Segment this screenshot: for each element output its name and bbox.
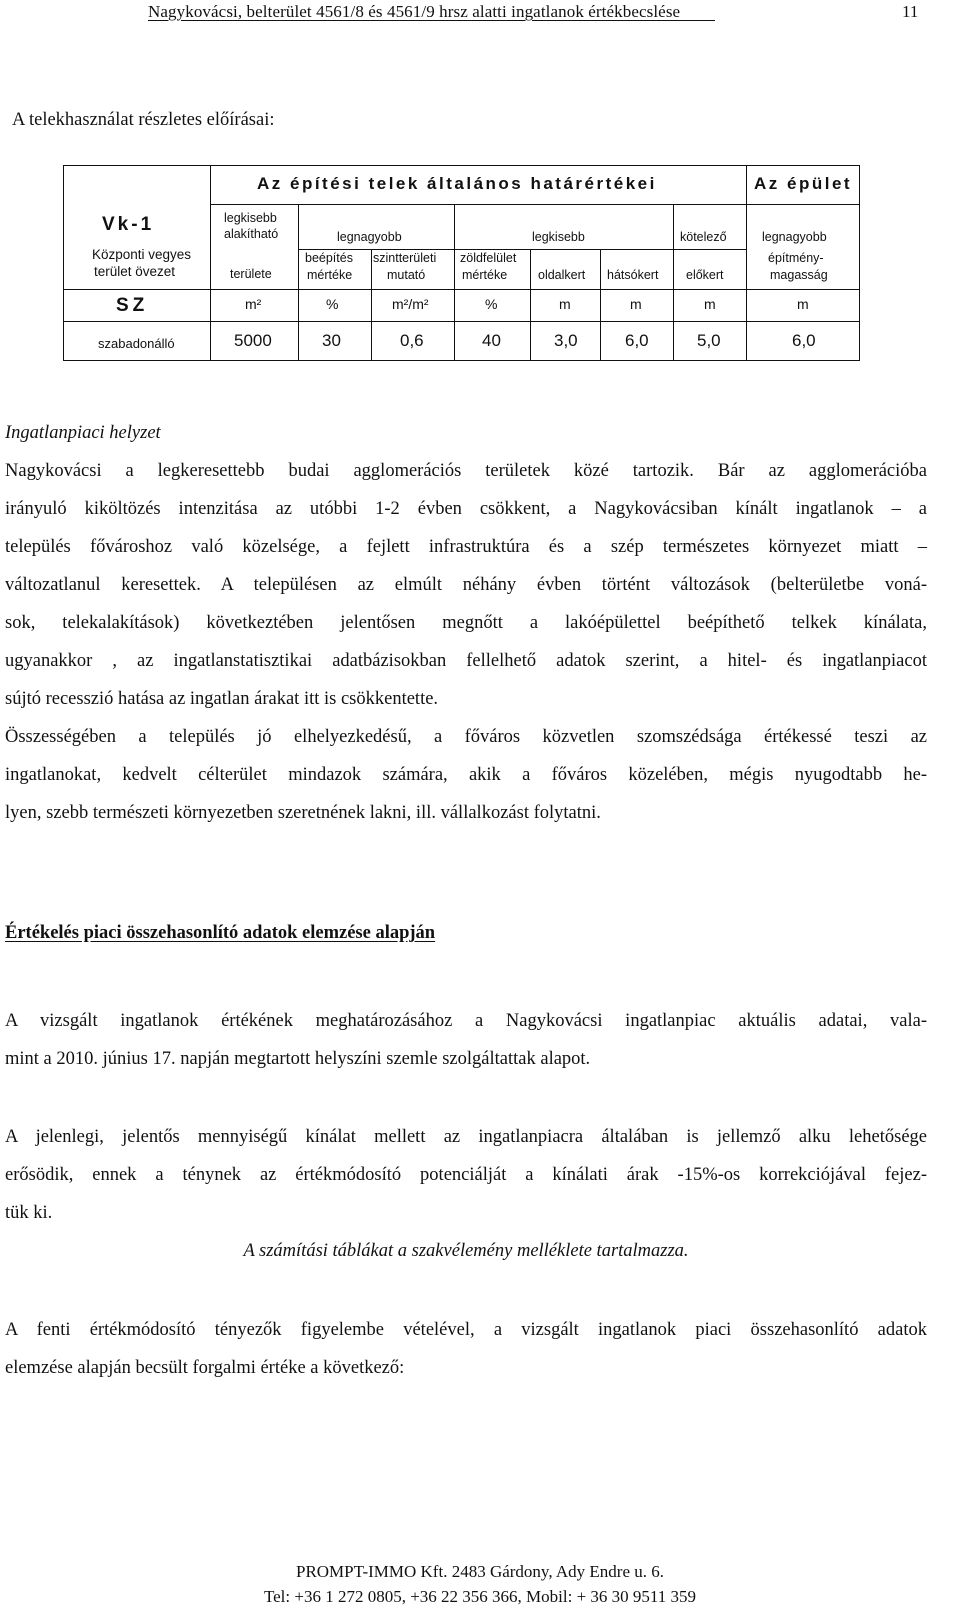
zone-description: Központi vegyes [92, 247, 192, 262]
table-divider [64, 321, 859, 322]
text-line: település fővároshoz való közelsége, a fejlett infrastruktúra és a szép természetes környezet miatt – [5, 537, 927, 557]
building-type: szabadonálló [98, 336, 175, 351]
text-line: A vizsgált ingatlanok értékének meghatározásához a Nagykovácsi ingatlanpiac aktuális adatai, vala- [5, 1011, 927, 1031]
market-paragraph [5, 452, 927, 832]
text-line: sújtó recesszió hatása az ingatlan árakat itt is csökkentette. [5, 689, 439, 709]
col-head: zöldfelület [460, 251, 517, 265]
unit-cell: m² [245, 296, 262, 312]
table-divider [298, 204, 299, 360]
text-line: erősödik, ennek a ténynek az értékmódosító potenciálját a kínálati árak -15%-os korrekciójával fejez- [5, 1165, 927, 1185]
value-cell: 3,0 [554, 331, 578, 350]
market-heading: Ingatlanpiaci helyzet [5, 423, 161, 443]
building-type-code: SZ [116, 295, 149, 316]
valuation-paragraph-1 [5, 1002, 927, 1078]
table-divider [298, 249, 746, 250]
annex-note: A számítási táblákat a szakvélemény melléklete tartalmazza. [243, 1241, 689, 1261]
group-head: legkisebb [532, 230, 585, 244]
text-line: lyen, szebb természeti környezetben szeretnének lakni, ill. vállalkozást folytatni. [5, 803, 601, 823]
text-line: elemzése alapján becsült forgalmi értéke a következő: [5, 1358, 405, 1378]
valuation-paragraph-2 [5, 1118, 927, 1232]
col-head: szintterületi [373, 251, 437, 265]
table-divider [210, 204, 859, 205]
page-header-title: Nagykovácsi, belterület 4561/8 és 4561/9 hrsz alatti ingatlanok értékbecslése [148, 2, 715, 21]
col-head: előkert [686, 268, 724, 282]
valuation-heading: Értékelés piaci összehasonlító adatok elemzése alapján [5, 923, 436, 943]
text-line: ugyanakkor , az ingatlanstatisztikai adatbázisokban fellelhető adatok szerint, a hitel- és ingatlanpiacot [5, 651, 927, 671]
table-divider [371, 249, 372, 360]
value-cell: 6,0 [625, 331, 649, 350]
unit-cell: % [485, 296, 498, 312]
text-line: irányuló kiköltözés intenzitása az utóbbi 1-2 évben csökkent, a Nagykovácsiban kínált ingatlanok – a [5, 499, 927, 519]
value-cell: 0,6 [400, 331, 424, 350]
text-line: Összességében a település jó elhelyezkedésű, a főváros közvetlen szomszédsága értékessé teszi az [5, 727, 927, 747]
footer-contact: Tel: +36 1 272 0805, +36 22 356 366, Mobil: + 36 30 9511 359 [263, 1587, 697, 1606]
text-line: ingatlanokat, kedvelt célterület mindazok számára, akik a főváros közelében, mégis nyugodtabb he- [5, 765, 927, 785]
text-line: Nagykovácsi a legkeresettebb budai agglomerációs területek közé tartozik. Bár az agglomerációba [5, 461, 927, 481]
group-head: legnagyobb [762, 230, 827, 244]
table-divider [746, 166, 747, 360]
table-divider [600, 249, 601, 360]
text-line: mint a 2010. június 17. napján megtartott helyszíni szemle szolgáltattak alapot. [5, 1049, 591, 1069]
group-head: kötelező [680, 230, 727, 244]
col-head: oldalkert [538, 268, 586, 282]
text-line: sok, telekalakítások) következtében jelentősen megnőtt a lakóépülettel beépíthető telkek kínálata, [5, 613, 927, 633]
col-head: legkisebb [224, 211, 277, 225]
table-divider [530, 249, 531, 360]
unit-cell: m²/m² [392, 296, 429, 312]
table-title-left: Az építési telek általános határértékei [257, 174, 657, 193]
unit-cell: % [326, 296, 339, 312]
table-divider [64, 289, 859, 290]
zone-code: Vk-1 [102, 214, 155, 235]
page-number: 11 [902, 2, 919, 21]
col-head: hátsókert [607, 268, 659, 282]
unit-cell: m [630, 296, 642, 312]
value-cell: 5,0 [697, 331, 721, 350]
col-head: magasság [770, 268, 828, 282]
col-head: mértéke [462, 268, 508, 282]
table-divider [673, 204, 674, 360]
section-label: A telekhasználat részletes előírásai: [12, 110, 275, 130]
unit-cell: m [704, 296, 716, 312]
valuation-paragraph-3 [5, 1311, 927, 1387]
text-line: A fenti értékmódosító tényezők figyelembe vételével, a vizsgált ingatlanok piaci összehasonlító adatok [5, 1320, 927, 1340]
table-title-right: Az épület [754, 174, 853, 193]
footer-company: PROMPT-IMMO Kft. 2483 Gárdony, Ady Endre u. 6. [295, 1562, 664, 1581]
col-head: beépítés [305, 251, 353, 265]
table-divider [210, 166, 211, 360]
group-head: legnagyobb [337, 230, 402, 244]
unit-cell: m [797, 296, 809, 312]
text-line: változatlanul keresettek. A településen az elmúlt néhány évben történt változások (belterületbe voná- [5, 575, 927, 595]
zoning-table [63, 165, 860, 361]
value-cell: 5000 [234, 331, 272, 350]
col-head: mutató [387, 268, 426, 282]
col-head: alakítható [224, 227, 279, 241]
col-head: mértéke [307, 268, 353, 282]
col-head: területe [230, 267, 272, 281]
zone-description: terület övezet [94, 264, 176, 279]
text-line: tük ki. [5, 1203, 53, 1223]
value-cell: 30 [322, 331, 341, 350]
col-head: építmény- [768, 251, 824, 265]
table-divider [454, 204, 455, 360]
unit-cell: m [559, 296, 571, 312]
value-cell: 6,0 [792, 331, 816, 350]
text-line: A jelenlegi, jelentős mennyiségű kínálat mellett az ingatlanpiacra általában is jellemző alku lehetősége [5, 1127, 927, 1147]
value-cell: 40 [482, 331, 501, 350]
